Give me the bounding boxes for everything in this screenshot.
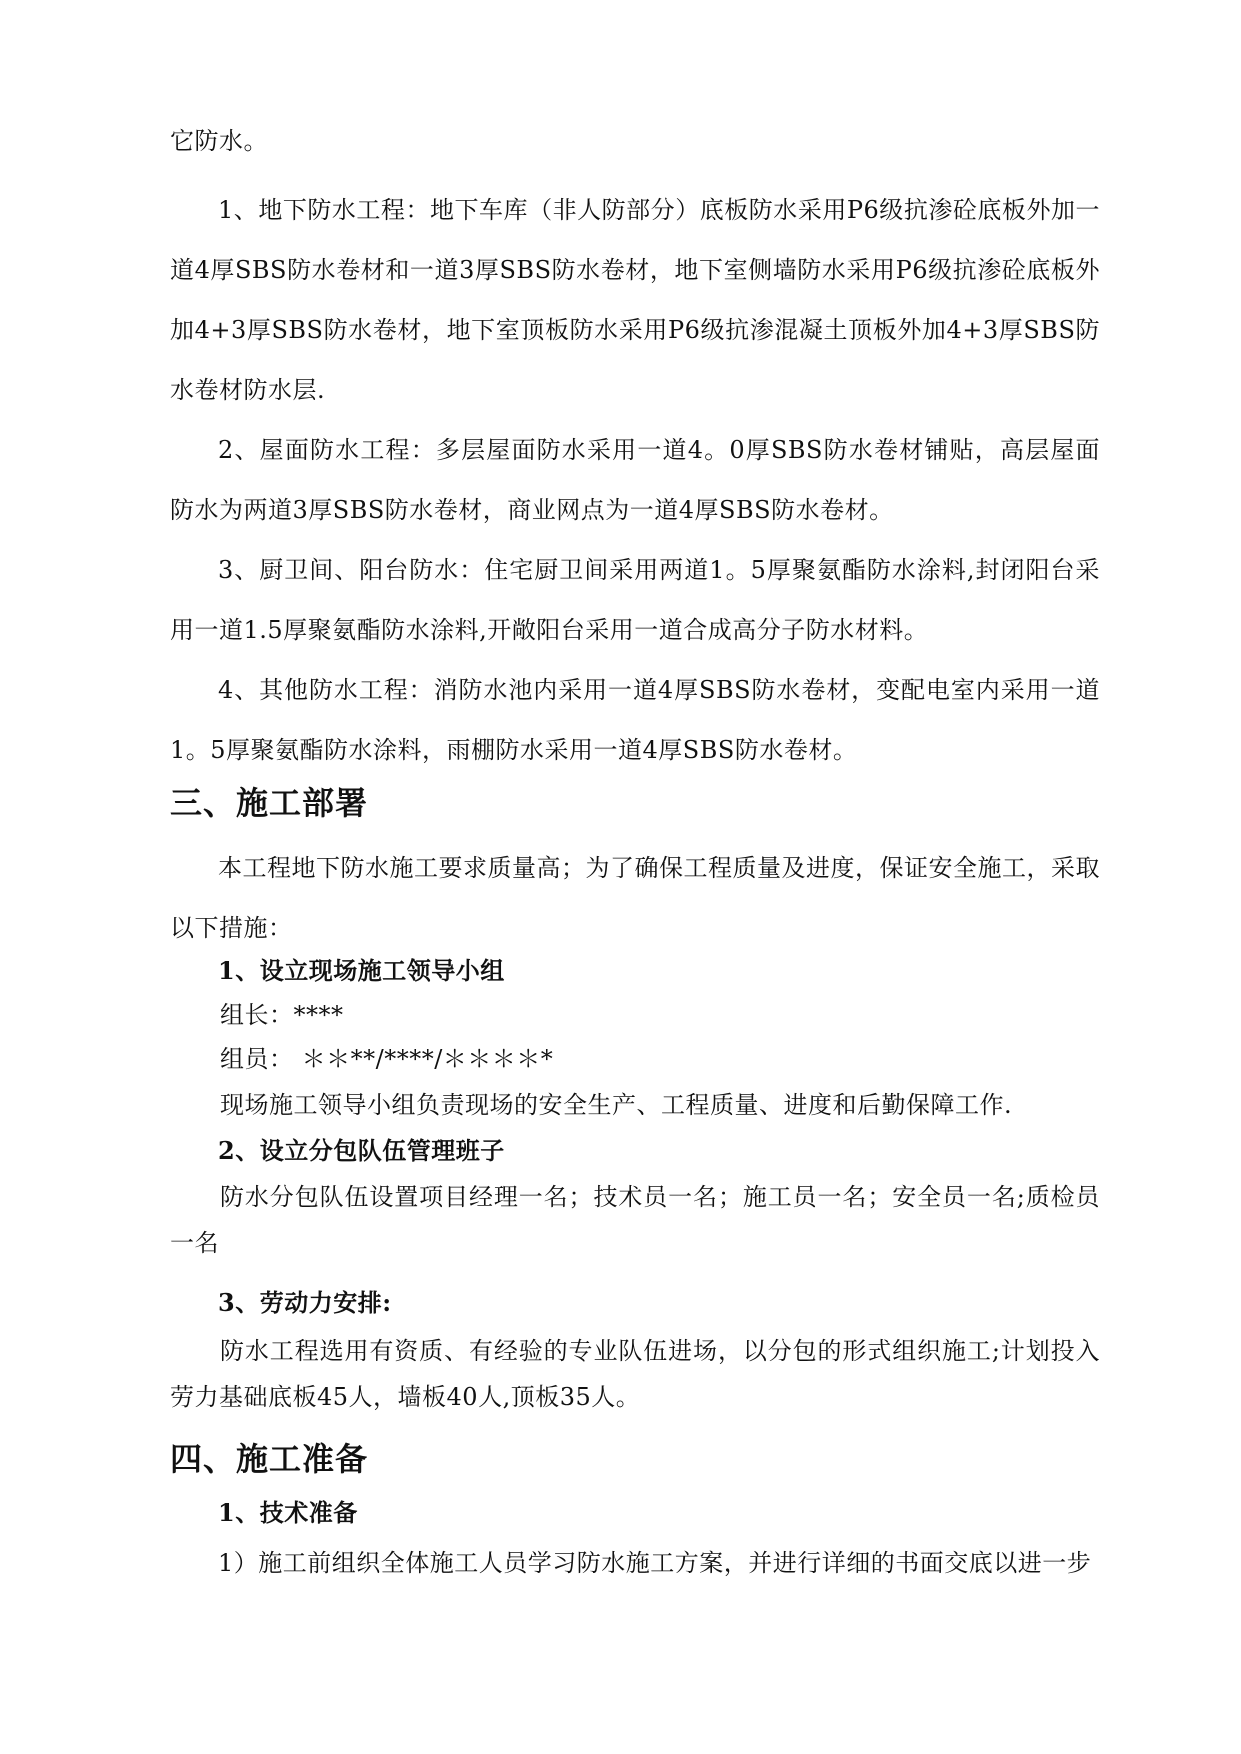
paragraph-subcontract-staffing: 防水分包队伍设置项目经理一名；技术员一名；施工员一名；安全员一名;质检员一名 xyxy=(170,1183,1100,1257)
paragraph-labor-plan: 防水工程选用有资质、有经验的专业队伍进场，以分包的形式组织施工;计划投入劳力基础底板45人，墙板40人,顶板35人。 xyxy=(170,1337,1100,1411)
paragraph-underground-waterproofing: 1、地下防水工程：地下车库（非人防部分）底板防水采用P6级抗渗砼底板外加一道4厚SBS防水卷材和一道3厚SBS防水卷材，地下室侧墙防水采用P6级抗渗砼底板外加4+3厚SBS防水卷材，地下室顶板防水采用P6级抗渗混凝土顶板外加4+3厚SBS防水卷材防水层. xyxy=(170,196,1100,404)
paragraph-deployment-intro: 本工程地下防水施工要求质量高；为了确保工程质量及进度，保证安全施工，采取以下措施： xyxy=(170,854,1100,942)
paragraph-continuation: 它防水。 xyxy=(170,127,268,155)
paragraph-roof-waterproofing: 2、屋面防水工程：多层屋面防水采用一道4。0厚SBS防水卷材铺贴，高层屋面防水为两道3厚SBS防水卷材，商业网点为一道4厚SBS防水卷材。 xyxy=(170,436,1100,524)
section-title-construction-deployment: 三、施工部署 xyxy=(170,784,369,822)
subheading-leadership-group: 1、设立现场施工领导小组 xyxy=(218,956,505,985)
paragraph-other-waterproofing: 4、其他防水工程：消防水池内采用一道4厚SBS防水卷材，变配电室内采用一道1。5厚聚氨酯防水涂料，雨棚防水采用一道4厚SBS防水卷材。 xyxy=(170,676,1100,764)
subheading-labor-arrangement: 3、劳动力安排: xyxy=(218,1288,392,1317)
group-members-line: 组员： ＊＊**/****/＊＊＊＊* xyxy=(220,1045,554,1073)
section-title-construction-preparation: 四、施工准备 xyxy=(170,1440,369,1478)
paragraph-kitchen-bathroom-balcony: 3、厨卫间、阳台防水：住宅厨卫间采用两道1。5厚聚氨酯防水涂料,封闭阳台采用一道1.5厚聚氨酯防水涂料,开敞阳台采用一道合成高分子防水材料。 xyxy=(170,556,1100,644)
leadership-duty-line: 现场施工领导小组负责现场的安全生产、工程质量、进度和后勤保障工作. xyxy=(220,1091,1013,1119)
group-leader-line: 组长：**** xyxy=(220,1001,344,1029)
subheading-technical-preparation: 1、技术准备 xyxy=(218,1498,358,1527)
subheading-subcontract-management: 2、设立分包队伍管理班子 xyxy=(218,1136,505,1165)
paragraph-technical-preparation: 1）施工前组织全体施工人员学习防水施工方案，并进行详细的书面交底以进一步 xyxy=(218,1549,1092,1577)
